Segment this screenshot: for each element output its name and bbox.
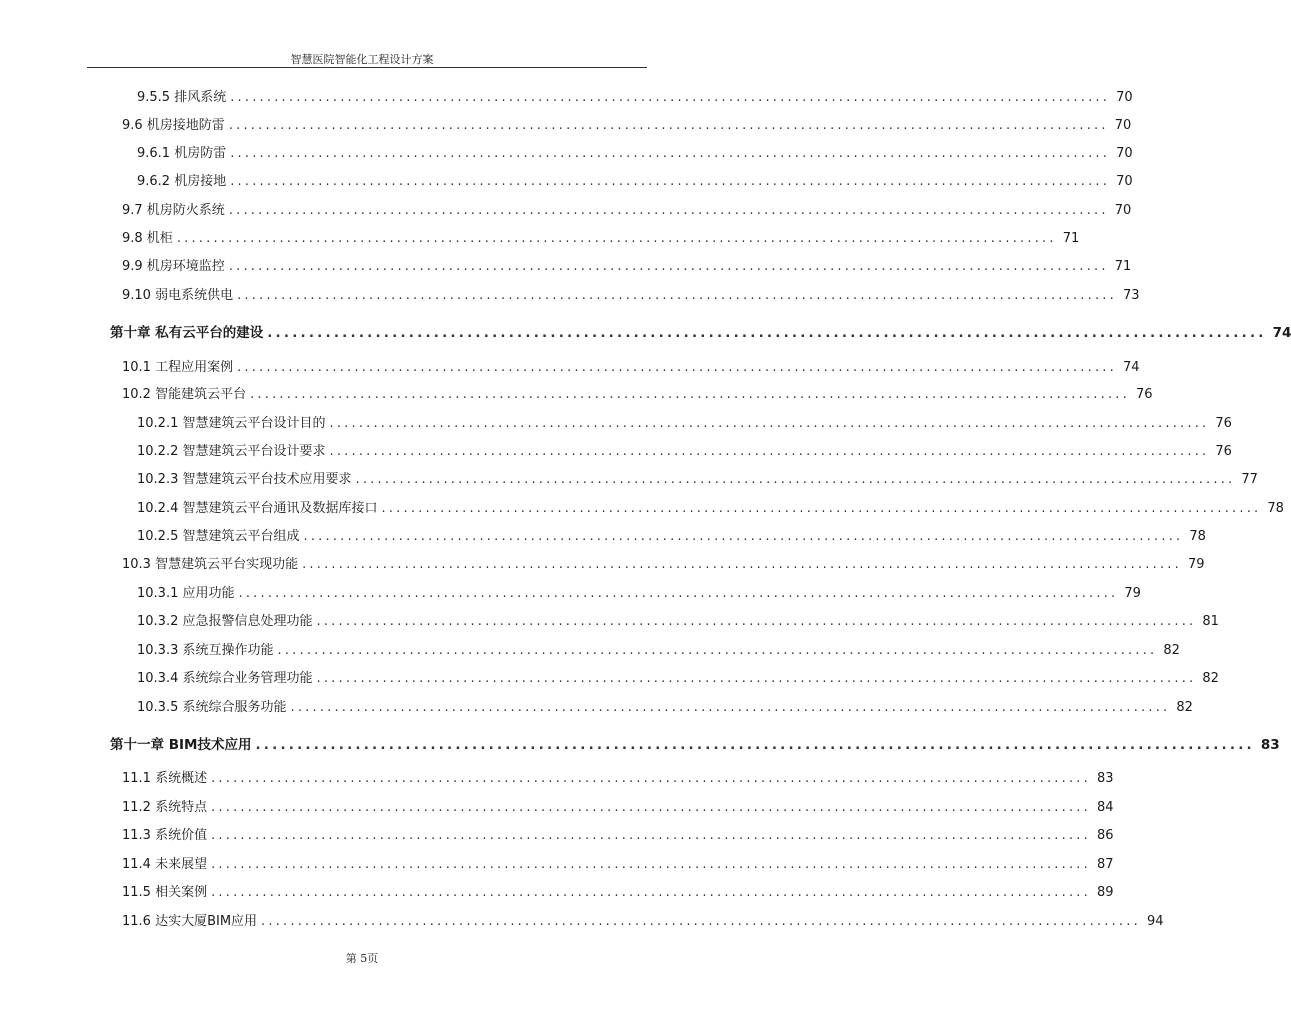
toc-entry-page: 82 (1176, 700, 1193, 715)
toc-leader-dots: ........................................................................................................................ (250, 387, 1130, 402)
toc-entry[interactable] (122, 199, 1132, 218)
toc-leader-dots: ........................................................................................................................ (230, 90, 1111, 105)
toc-leader-dots: ........................................................................................................................ (228, 203, 1109, 218)
toc-leader-dots: ........................................................................................................................ (228, 259, 1109, 274)
toc-entry-title: 10.2.3 智慧建筑云平台技术应用要求 (137, 472, 352, 487)
toc-leader-dots: ........................................................................................................................ (267, 325, 1267, 341)
toc-entry-page: 76 (1135, 387, 1153, 402)
toc-entry-title: 11.5 相关案例 (122, 885, 208, 900)
toc-entry-page: 73 (1122, 288, 1140, 303)
toc-entry-page: 70 (1116, 90, 1133, 105)
toc-entry-page: 74 (1272, 325, 1291, 341)
toc-entry[interactable] (137, 696, 1193, 715)
toc-entry-page: 78 (1267, 501, 1284, 516)
toc-entry[interactable] (122, 824, 1114, 843)
toc-entry-title: 第十章 私有云平台的建设 (110, 325, 264, 341)
toc-entry[interactable] (122, 284, 1140, 303)
toc-leader-dots: ........................................................................................................................ (316, 614, 1197, 629)
toc-entry-title: 10.2.5 智慧建筑云平台组成 (137, 529, 300, 544)
toc-entry[interactable] (122, 383, 1153, 402)
toc-leader-dots: ........................................................................................................................ (316, 671, 1197, 686)
toc-entry-page: 77 (1241, 472, 1258, 487)
toc-entry[interactable] (137, 582, 1141, 601)
toc-entry-page: 79 (1124, 586, 1141, 601)
toc-leader-dots: ........................................................................................................................ (277, 643, 1158, 658)
toc-leader-dots: ........................................................................................................................ (329, 416, 1210, 431)
toc-entry-title: 10.3.5 系统综合服务功能 (137, 700, 287, 715)
toc-entry-title: 9.6.1 机房防雷 (137, 146, 227, 161)
toc-entry[interactable] (137, 412, 1232, 431)
toc-entry-page: 83 (1096, 771, 1114, 786)
toc-entry[interactable] (137, 170, 1133, 189)
toc-entry-page: 94 (1146, 914, 1164, 929)
toc-leader-dots: ........................................................................................................................ (303, 529, 1184, 544)
toc-entry-title: 10.3 智慧建筑云平台实现功能 (122, 557, 299, 572)
toc-entry[interactable] (122, 553, 1205, 572)
toc-chapter-entry[interactable] (110, 321, 1291, 341)
toc-entry-page: 79 (1187, 557, 1205, 572)
toc-entry-title: 9.6.2 机房接地 (137, 174, 227, 189)
toc-entry[interactable] (122, 910, 1164, 929)
toc-leader-dots: ........................................................................................................................ (211, 885, 1091, 900)
toc-entry-page: 71 (1114, 259, 1132, 274)
toc-entry[interactable] (122, 767, 1114, 786)
toc-leader-dots: ........................................................................................................................ (211, 828, 1091, 843)
toc-leader-dots: ........................................................................................................................ (261, 914, 1141, 929)
toc-entry-title: 10.3.1 应用功能 (137, 586, 235, 601)
toc-entry[interactable] (122, 881, 1114, 900)
toc-entry[interactable] (137, 667, 1219, 686)
toc-entry[interactable] (122, 227, 1080, 246)
toc-entry-title: 10.2.1 智慧建筑云平台设计目的 (137, 416, 326, 431)
toc-entry-page: 74 (1122, 360, 1140, 375)
toc-entry-title: 11.3 系统价值 (122, 828, 208, 843)
toc-leader-dots: ........................................................................................................................ (290, 700, 1171, 715)
toc-entry-page: 70 (1114, 203, 1132, 218)
toc-entry[interactable] (122, 853, 1114, 872)
toc-entry-title: 11.1 系统概述 (122, 771, 208, 786)
toc-entry-page: 89 (1096, 885, 1114, 900)
toc-entry-title: 10.2.2 智慧建筑云平台设计要求 (137, 444, 326, 459)
toc-entry[interactable] (137, 86, 1133, 105)
toc-leader-dots: ........................................................................................................................ (355, 472, 1236, 487)
toc-entry-page: 76 (1215, 444, 1232, 459)
toc-entry-title: 10.2.4 智慧建筑云平台通讯及数据库接口 (137, 501, 378, 516)
toc-leader-dots: ........................................................................................................................ (211, 857, 1091, 872)
toc-entry-title: 9.6 机房接地防雷 (122, 118, 225, 133)
toc-entry-title: 9.8 机柜 (122, 231, 173, 246)
toc-entry-title: 11.6 达实大厦BIM应用 (122, 914, 258, 929)
toc-leader-dots: ........................................................................................................................ (381, 501, 1262, 516)
toc-entry-page: 83 (1260, 737, 1280, 753)
toc-entry-title: 10.3.4 系统综合业务管理功能 (137, 671, 313, 686)
toc-entry[interactable] (137, 142, 1133, 161)
toc-leader-dots: ........................................................................................................................ (237, 360, 1117, 375)
toc-leader-dots: ........................................................................................................................ (238, 586, 1119, 601)
header-divider (87, 67, 647, 68)
toc-entry-page: 70 (1116, 146, 1133, 161)
toc-leader-dots: ........................................................................................................................ (176, 231, 1057, 246)
toc-entry-title: 9.10 弱电系统供电 (122, 288, 234, 303)
toc-entry-page: 87 (1096, 857, 1114, 872)
toc-entry[interactable] (122, 356, 1140, 375)
toc-chapter-entry[interactable] (110, 733, 1280, 753)
page-header-title: 智慧医院智能化工程设计方案 (290, 53, 434, 66)
toc-entry-page: 81 (1202, 614, 1219, 629)
toc-leader-dots: ........................................................................................................................ (211, 800, 1091, 815)
toc-leader-dots: ........................................................................................................................ (329, 444, 1210, 459)
toc-entry-title: 10.1 工程应用案例 (122, 360, 234, 375)
toc-entry-page: 76 (1215, 416, 1232, 431)
toc-entry-title: 11.4 未来展望 (122, 857, 208, 872)
toc-leader-dots: ........................................................................................................................ (302, 557, 1182, 572)
toc-entry-page: 71 (1062, 231, 1080, 246)
toc-entry-title: 10.3.2 应急报警信息处理功能 (137, 614, 313, 629)
toc-entry-page: 86 (1096, 828, 1114, 843)
toc-entry-title: 9.5.5 排风系统 (137, 90, 227, 105)
toc-leader-dots: ........................................................................................................................ (230, 174, 1111, 189)
toc-entry-page: 70 (1116, 174, 1133, 189)
toc-entry-page: 82 (1202, 671, 1219, 686)
toc-leader-dots: ........................................................................................................................ (255, 737, 1255, 753)
toc-entry-page: 84 (1096, 800, 1114, 815)
toc-leader-dots: ........................................................................................................................ (211, 771, 1091, 786)
toc-entry-page: 78 (1189, 529, 1206, 544)
toc-entry-title: 9.7 机房防火系统 (122, 203, 225, 218)
page-number: 第 5页 (345, 952, 379, 965)
toc-entry-title: 10.3.3 系统互操作功能 (137, 643, 274, 658)
toc-entry[interactable] (122, 114, 1132, 133)
toc-entry[interactable] (122, 255, 1132, 274)
toc-leader-dots: ........................................................................................................................ (228, 118, 1109, 133)
toc-entry[interactable] (122, 796, 1114, 815)
toc-entry-title: 10.2 智能建筑云平台 (122, 387, 247, 402)
toc-entry-title: 11.2 系统特点 (122, 800, 208, 815)
toc-entry[interactable] (137, 639, 1180, 658)
toc-entry[interactable] (137, 525, 1206, 544)
toc-leader-dots: ........................................................................................................................ (230, 146, 1111, 161)
toc-entry-title: 第十一章 BIM技术应用 (110, 737, 252, 753)
toc-entry[interactable] (137, 497, 1284, 516)
toc-entry-title: 9.9 机房环境监控 (122, 259, 225, 274)
toc-entry[interactable] (137, 440, 1232, 459)
toc-entry-page: 70 (1114, 118, 1132, 133)
toc-leader-dots: ........................................................................................................................ (237, 288, 1117, 303)
toc-entry[interactable] (137, 468, 1258, 487)
toc-entry-page: 82 (1163, 643, 1180, 658)
toc-entry[interactable] (137, 610, 1219, 629)
